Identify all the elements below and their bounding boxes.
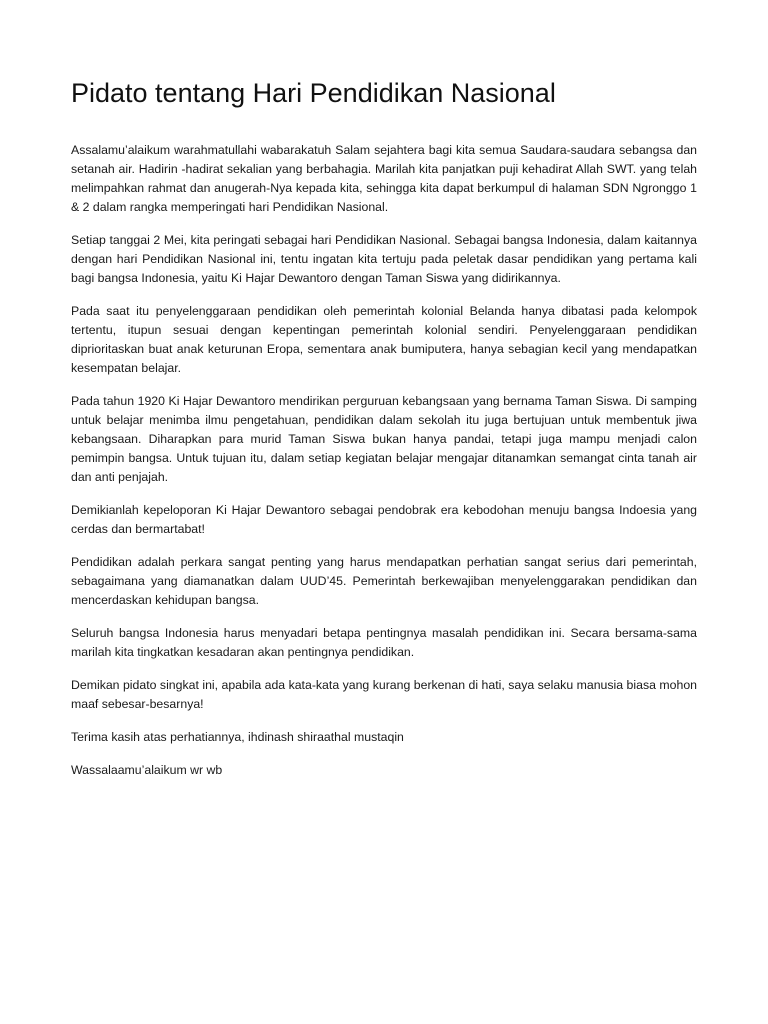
paragraph-education-importance: Pendidikan adalah perkara sangat penting yang harus mendapatkan perhatian sangat serius dari pemerintah, sebagaimana yang diamanatkan dalam UUD’45. Pemerintah berkewajiban menyelenggarakan pendidikan dan mencerdaskan kehidupan bangsa.: [71, 555, 697, 607]
paragraph-closing-salutation: Wassalaamu’alaikum wr wb: [71, 763, 223, 777]
document-title: Pidato tentang Hari Pendidikan Nasional: [71, 78, 556, 108]
paragraph-taman-siswa-founding: Pada tahun 1920 Ki Hajar Dewantoro mendirikan perguruan kebangsaan yang bernama Taman Siswa. Di samping untuk belajar menimba ilmu pengetahuan, pendidikan dalam sekolah itu juga bertujuan untuk membentuk jiwa kebangsaan. Diharapkan para murid Taman Siswa bukan hanya pandai, tetapi juga mampu menjadi calon pemimpin bangsa. Untuk tujuan itu, dalam setiap kegiatan belajar mengajar ditanamkan semangat cinta tanah air dan anti penjajah.: [71, 394, 697, 484]
document-page: [71, 76, 697, 794]
paragraph-closing-apology: Demikan pidato singkat ini, apabila ada kata-kata yang kurang berkenan di hati, saya selaku manusia biasa mohon maaf sebesar-besarnya!: [71, 678, 697, 711]
paragraph-opening-greeting: Assalamu’alaikum warahmatullahi wabarakatuh Salam sejahtera bagi kita semua Saudara-saudara sebangsa dan setanah air. Hadirin -hadirat sekalian yang berbahagia. Marilah kita panjatkan puji kehadirat Allah SWT. yang telah melimpahkan rahmat dan anugerah-Nya kepada kita, sehingga kita dapat berkumpul di halaman SDN Ngronggo 1 & 2 dalam rangka memperingati hari Pendidikan Nasional.: [71, 143, 697, 214]
paragraph-colonial-education: Pada saat itu penyelenggaraan pendidikan oleh pemerintah kolonial Belanda hanya dibatasi pada kelompok tertentu, itupun sesuai dengan kepentingan pemerintah kolonial sendiri. Penyelenggaraan pendidikan diprioritaskan buat anak keturunan Eropa, sementara anak bumiputera, hanya sebagian kecil yang mendapatkan kesempatan belajar.: [71, 304, 697, 375]
paragraph-pioneering: Demikianlah kepeloporan Ki Hajar Dewantoro sebagai pendobrak era kebodohan menuju bangsa Indoesia yang cerdas dan bermartabat!: [71, 503, 697, 536]
paragraph-national-awareness: Seluruh bangsa Indonesia harus menyadari betapa pentingnya masalah pendidikan ini. Secara bersama-sama marilah kita tingkatkan kesadaran akan pentingnya pendidikan.: [71, 626, 697, 659]
paragraph-may-2-commemoration: Setiap tanggai 2 Mei, kita peringati sebagai hari Pendidikan Nasional. Sebagai bangsa Indonesia, dalam kaitannya dengan hari Pendidikan Nasional ini, tentu ingatan kita tertuju pada peletak dasar pendidikan yang pertama kali bagi bangsa Indonesia, yaitu Ki Hajar Dewantoro dengan Taman Siswa yang didirikannya.: [71, 233, 697, 285]
paragraph-thanks: Terima kasih atas perhatiannya, ihdinash shiraathal mustaqin: [71, 730, 404, 744]
